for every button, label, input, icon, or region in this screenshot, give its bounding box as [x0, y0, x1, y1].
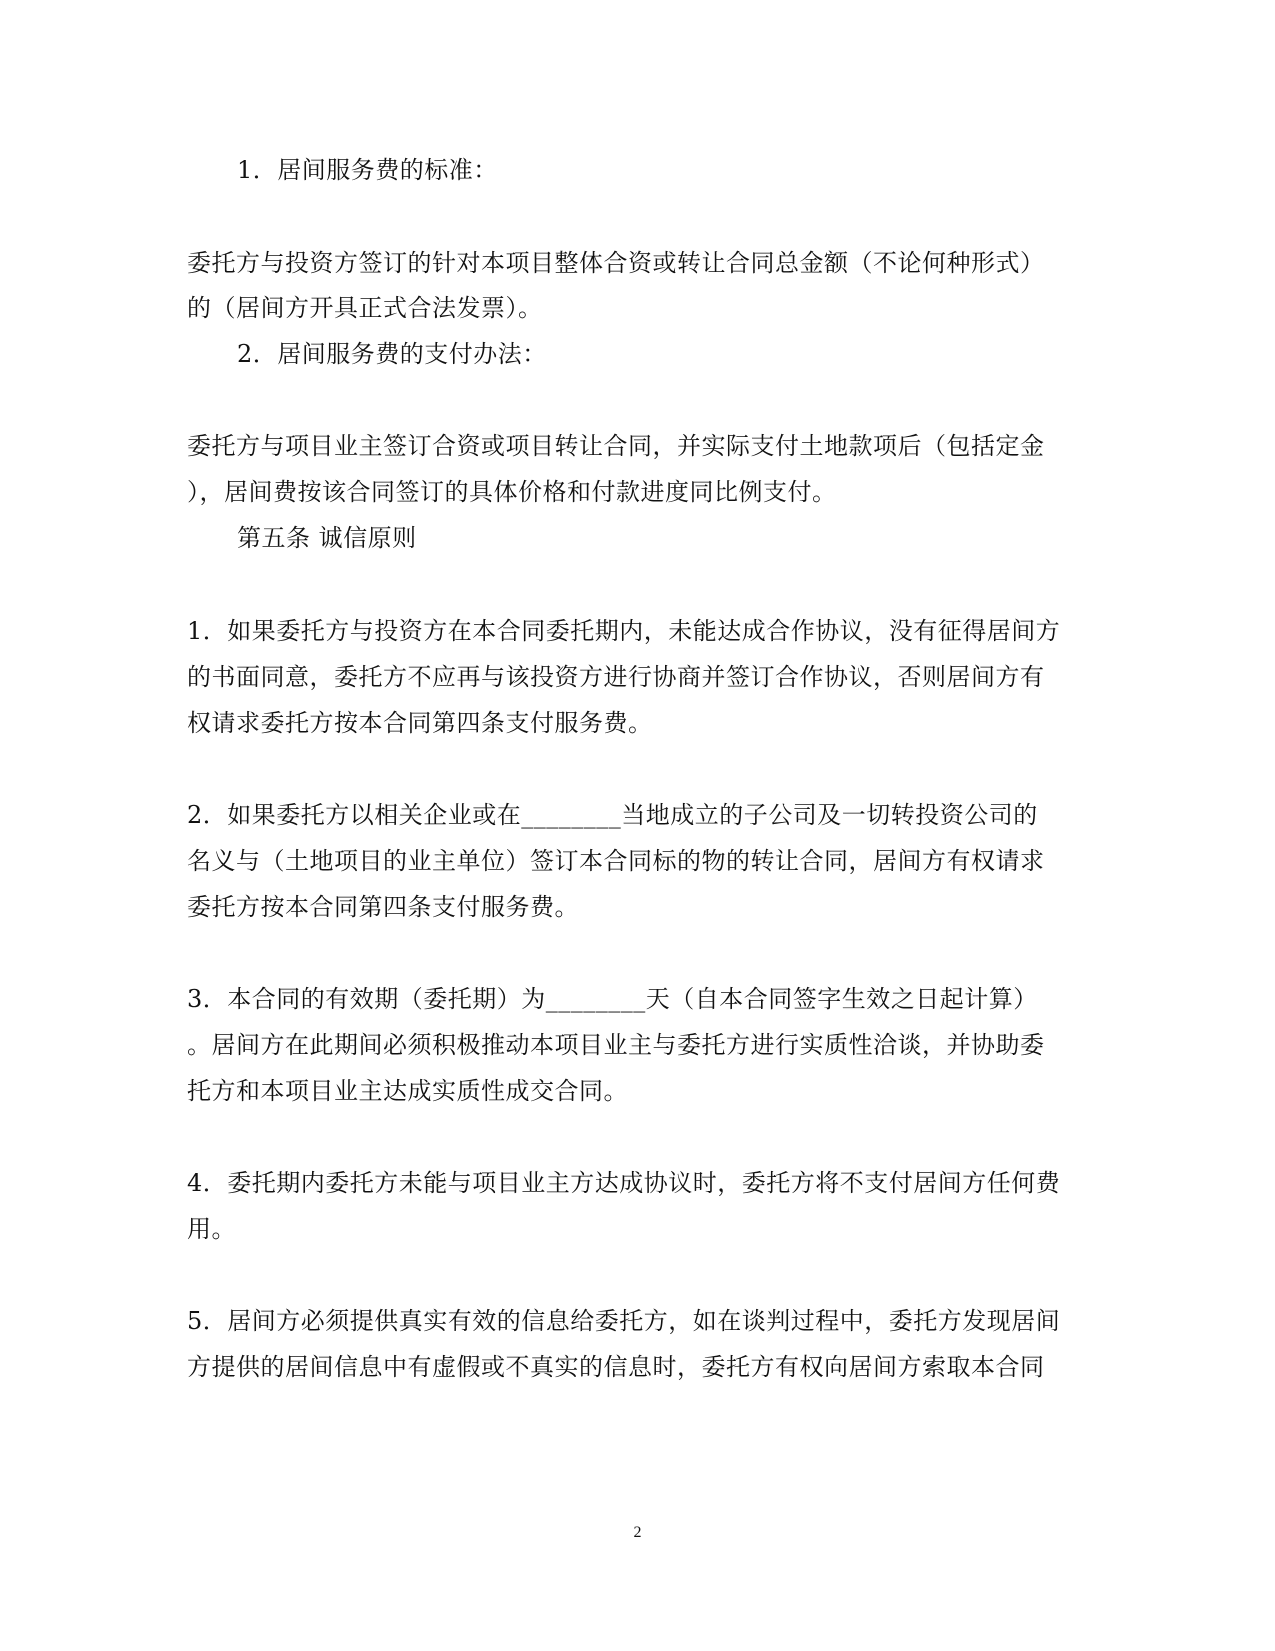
article-five-heading: 第五条 诚信原则 [237, 524, 417, 552]
clause-5-line-1: 5．居间方必须提供真实有效的信息给委托方，如在谈判过程中，委托方发现居间 [187, 1307, 1061, 1335]
clause-5-line-2: 方提供的居间信息中有虚假或不真实的信息时，委托方有权向居间方索取本合同 [187, 1353, 1045, 1381]
payment-method-text-line-1: 委托方与项目业主签订合资或项目转让合同，并实际支付土地款项后（包括定金 [187, 432, 1045, 460]
fee-standard-text-line-1: 委托方与投资方签订的针对本项目整体合资或转让合同总金额（不论何种形式） [187, 249, 1045, 277]
payment-method-text-line-2: ），居间费按该合同签订的具体价格和付款进度同比例支付。 [187, 478, 837, 506]
fee-standard-heading: 1．居间服务费的标准： [237, 156, 498, 184]
clause-1-line-2: 的书面同意，委托方不应再与该投资方进行协商并签订合作协议，否则居间方有 [187, 663, 1045, 691]
clause-1-line-3: 权请求委托方按本合同第四条支付服务费。 [187, 709, 653, 737]
clause-2-line-2: 名义与（土地项目的业主单位）签订本合同标的物的转让合同，居间方有权请求 [187, 847, 1045, 875]
clause-4-line-2: 用。 [187, 1215, 236, 1243]
clause-3-line-2: 。居间方在此期间必须积极推动本项目业主与委托方进行实质性洽谈，并协助委 [187, 1031, 1045, 1059]
clause-2-line-3: 委托方按本合同第四条支付服务费。 [187, 893, 579, 921]
page-number: 2 [633, 1524, 642, 1541]
clause-4-line-1: 4．委托期内委托方未能与项目业主方达成协议时，委托方将不支付居间方任何费 [187, 1169, 1061, 1197]
payment-method-heading: 2．居间服务费的支付办法： [237, 340, 547, 368]
clause-3-line-3: 托方和本项目业主达成实质性成交合同。 [187, 1077, 628, 1105]
clause-3-line-1: 3．本合同的有效期（委托期）为________天（自本合同签字生效之日起计算） [187, 985, 1038, 1013]
fee-standard-text-line-2: 的（居间方开具正式合法发票）。 [187, 294, 543, 322]
clause-2-line-1: 2．如果委托方以相关企业或在________当地成立的子公司及一切转投资公司的 [187, 801, 1038, 829]
clause-1-line-1: 1．如果委托方与投资方在本合同委托期内，未能达成合作协议，没有征得居间方 [187, 617, 1061, 645]
